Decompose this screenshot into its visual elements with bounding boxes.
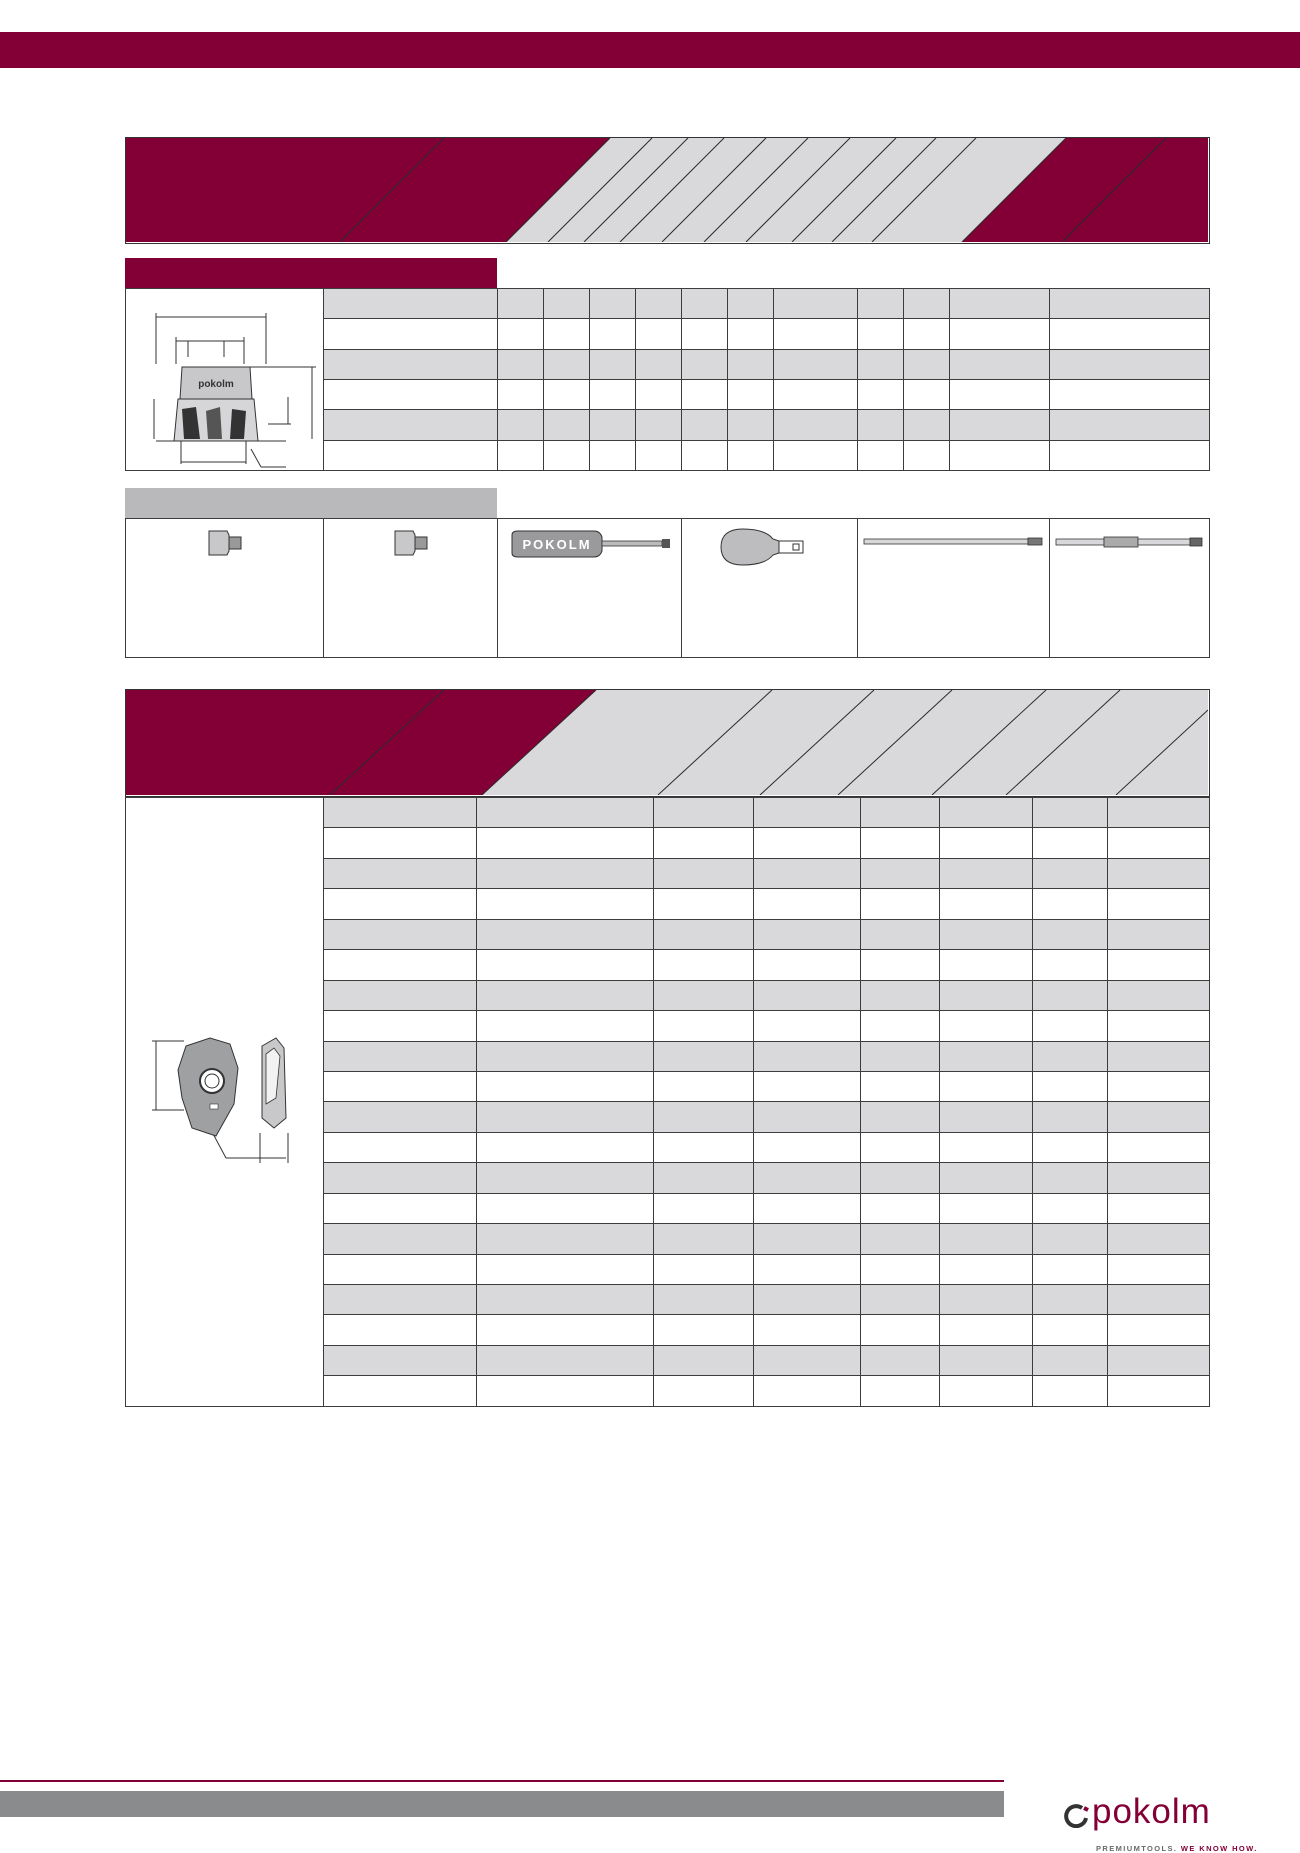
holder-section-tab bbox=[125, 258, 497, 288]
accessory-cell bbox=[858, 519, 1050, 658]
insert-row bbox=[324, 1224, 1210, 1254]
holder-row bbox=[324, 319, 1210, 349]
footer-grey-bar bbox=[0, 1791, 1004, 1817]
insert-row bbox=[324, 1285, 1210, 1315]
cutter-drawing-cell bbox=[125, 288, 323, 471]
insert-drawing bbox=[126, 798, 322, 1406]
face-mill-drawing bbox=[126, 289, 322, 470]
accessory-cell bbox=[126, 519, 324, 658]
torx-bit-icon bbox=[1050, 534, 1209, 550]
cutter-header-graphic bbox=[126, 138, 1208, 242]
insert-row bbox=[324, 858, 1210, 888]
screw-icon bbox=[324, 529, 497, 557]
holder-row bbox=[324, 410, 1210, 440]
holder-row bbox=[324, 440, 1210, 470]
svg-text:pokolm: pokolm bbox=[198, 379, 234, 390]
insert-row bbox=[324, 1254, 1210, 1284]
inserts-header-banner bbox=[125, 689, 1210, 797]
insert-row bbox=[324, 889, 1210, 919]
cutter-header-banner bbox=[125, 137, 1210, 244]
insert-row bbox=[324, 919, 1210, 949]
footer-accent-line bbox=[0, 1780, 1004, 1782]
insert-row bbox=[324, 1315, 1210, 1345]
brand-ring-icon bbox=[1060, 1804, 1090, 1828]
holder-row bbox=[324, 349, 1210, 379]
accessories-table bbox=[125, 518, 1210, 658]
insert-row bbox=[324, 1193, 1210, 1223]
insert-row bbox=[324, 1345, 1210, 1375]
insert-row bbox=[324, 1071, 1210, 1101]
accessory-cell bbox=[1050, 519, 1210, 658]
accessory-cell bbox=[498, 519, 682, 658]
tagline-suffix: WE KNOW HOW. bbox=[1180, 1844, 1258, 1853]
insert-row bbox=[324, 1376, 1210, 1407]
top-accent-bar bbox=[0, 32, 1300, 68]
insert-row bbox=[324, 980, 1210, 1010]
accessory-cell bbox=[682, 519, 858, 658]
insert-row bbox=[324, 1102, 1210, 1132]
insert-row bbox=[324, 1163, 1210, 1193]
inserts-table bbox=[323, 797, 1210, 1407]
torx-blade-icon bbox=[858, 535, 1049, 549]
accessory-cell bbox=[324, 519, 498, 658]
accessories-section-tab bbox=[125, 488, 497, 518]
insert-row bbox=[324, 1132, 1210, 1162]
holder-row bbox=[324, 379, 1210, 409]
svg-text:POKOLM: POKOLM bbox=[521, 537, 592, 552]
insert-row bbox=[324, 1041, 1210, 1071]
inserts-header-row bbox=[324, 798, 1210, 828]
tagline-prefix: PREMIUMTOOLS. bbox=[1096, 1844, 1181, 1853]
screw-icon bbox=[126, 529, 323, 557]
brand-logo bbox=[1056, 1792, 1256, 1834]
holder-table bbox=[323, 288, 1210, 471]
torque-handle-icon bbox=[682, 525, 857, 569]
brand-tagline bbox=[1096, 1844, 1258, 1853]
holder-header-row bbox=[324, 289, 1210, 319]
insert-row bbox=[324, 950, 1210, 980]
brand-name: pokolm bbox=[1092, 1792, 1211, 1831]
inserts-header-graphic bbox=[126, 690, 1208, 795]
insert-drawing-cell bbox=[125, 797, 323, 1407]
insert-row bbox=[324, 1011, 1210, 1041]
screwdriver-icon bbox=[498, 529, 681, 559]
insert-row bbox=[324, 828, 1210, 858]
